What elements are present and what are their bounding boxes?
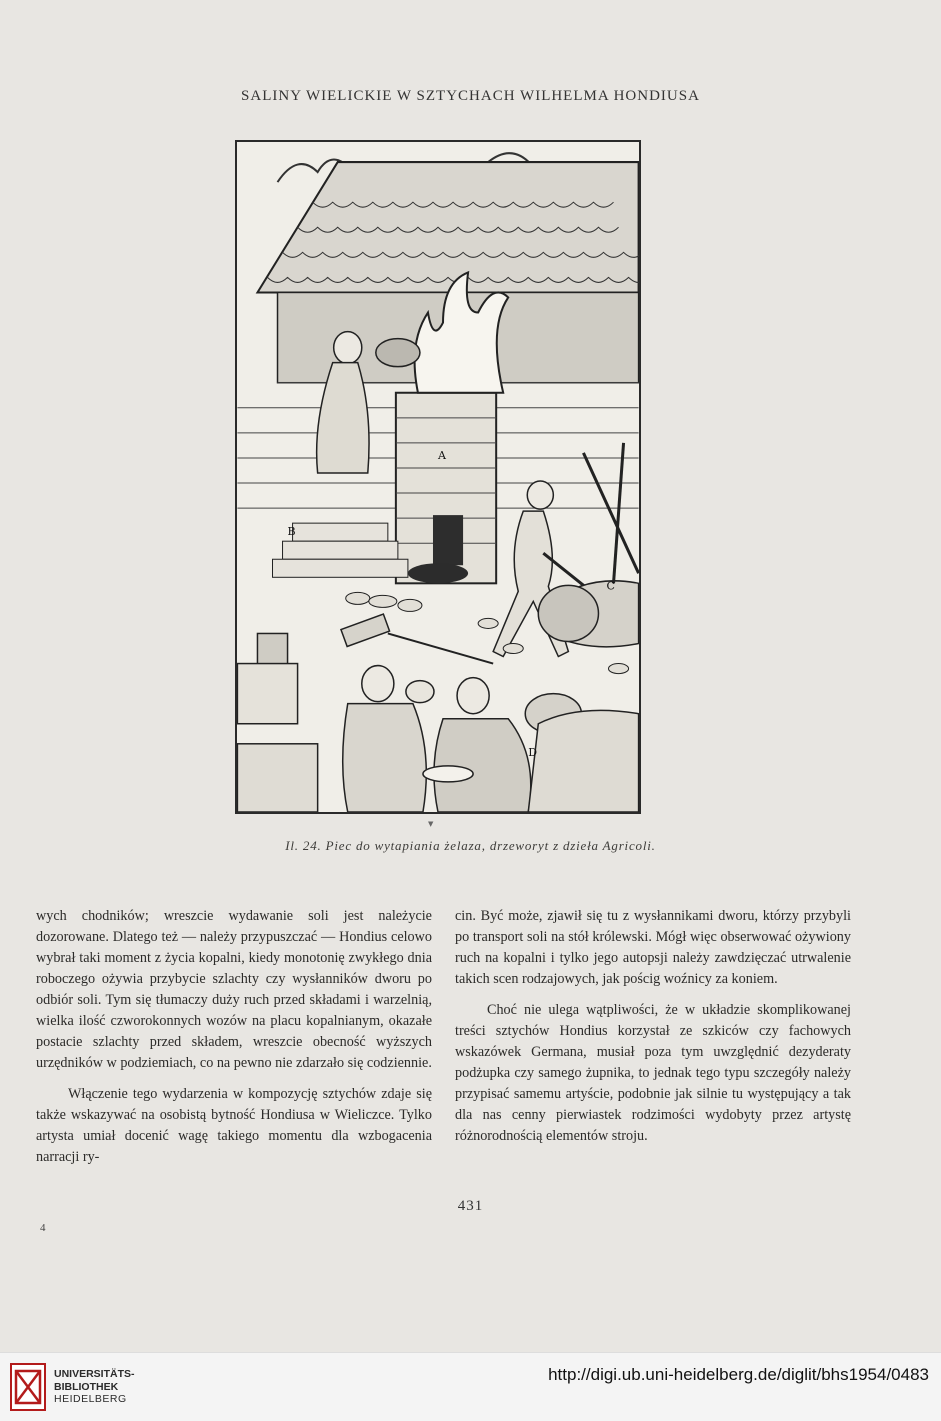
page-number: 431	[457, 1198, 484, 1214]
woodcut-illustration	[235, 140, 641, 814]
paragraph: cin. Być może, zjawił się tu z wysłannikami dworu, którzy przybyli po transport soli na stół królewski. Mógł więc obserwować ożywiony ruch na kopalni i tylko jego autopsji należy zawdzięczać utrwalenie takich scen rodzajowych, jak pościg woźnicy za koniem.	[455, 908, 851, 987]
paragraph: wych chodników; wreszcie wydawanie soli jest należycie dozorowane. Dlatego też — należy przypuszczać — Hondius celowo wybrał taki moment z życia kopalni, kiedy monotonię zwykłego dnia roboczego ożywia przybycie szlachty czy wysłanników dworu po odbiór soli. Tym się tłumaczy duży ruch przed składami i warzelnią, wielka ilość czworokonnych wozów na placu kopalnianym, okazałe postacie szlachty przed składem, wreszcie obecność wyższych urzędników w podziemiach, co na pewno nie zdarzało się codziennie.	[36, 908, 432, 1071]
signature-mark: 4	[40, 1222, 46, 1234]
library-name-line: UNIVERSITÄTS-	[54, 1368, 135, 1380]
woodcut-drawing	[237, 142, 639, 812]
left-text-column	[36, 906, 432, 1168]
library-name	[54, 1368, 174, 1406]
figure-label-d: D	[528, 745, 538, 759]
library-logo-icon	[10, 1363, 46, 1411]
paragraph: Choć nie ulega wątpliwości, że w układzie skomplikowanej treści sztychów Hondius korzystał ze szkiców czy fachowych wskazówek Germana, musiał poza tym uwzględnić dezyderaty podżupka czy samego żupnika, to jednak tego typu szczegóły należy przypisać samemu artyście, podobnie jak silnie tu występujący a tak dla nas cenny pierwiastek rodzimości wydobyty przez artystę różnorodnością elementów stroju.	[455, 1002, 851, 1144]
right-text-column	[455, 906, 851, 1147]
running-title: SALINY WIELICKIE W SZTYCHACH WILHELMA HONDIUSA	[241, 88, 700, 104]
figure-label-a: A	[438, 448, 446, 462]
library-name-line: BIBLIOTHEK	[54, 1380, 119, 1393]
document-url-link[interactable]: http://digi.ub.uni-heidelberg.de/diglit/bhs1954/0483	[548, 1365, 929, 1384]
library-footer	[0, 1352, 941, 1421]
paragraph: Włączenie tego wydarzenia w kompozycję sztychów zdaje się także wskazywać na osobistą bytność Hondiusa w Wieliczce. Tylko artysta umiał docenić wagę takiego momentu dla wzbogacenia narracji ry-	[36, 1086, 432, 1165]
library-name-line: HEIDELBERG	[54, 1393, 127, 1405]
figure-label-b: B	[287, 525, 296, 539]
small-mark: ▼	[428, 820, 434, 828]
figure-caption: Il. 24. Piec do wytapiania żelaza, drzeworyt z dzieła Agricoli.	[285, 838, 656, 853]
figure-label-c: C	[606, 579, 615, 593]
